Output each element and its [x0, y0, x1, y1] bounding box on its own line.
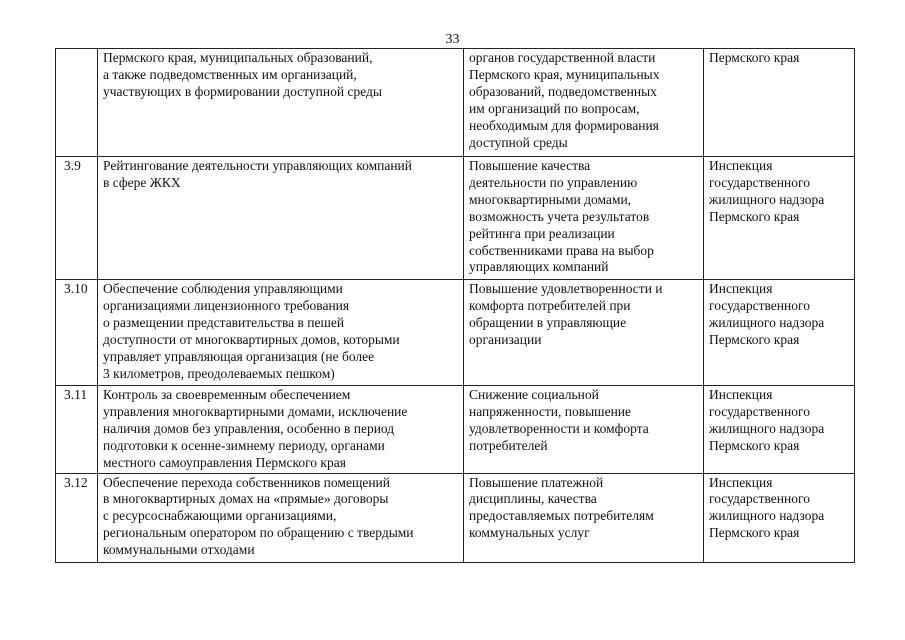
executor-cell-line: Пермского края: [709, 525, 800, 541]
executor-cell-line: государственного: [709, 403, 810, 419]
executor-cell-line: Пермского края: [709, 437, 800, 453]
result-cell-line: Повышение удовлетворенности и: [469, 281, 663, 296]
result-cell-line: доступной среды: [469, 134, 568, 150]
result-cell-line: необходимым для формирования: [469, 117, 659, 133]
row-number: 3.11: [56, 386, 98, 474]
executor-cell-line: Инспекция: [709, 387, 773, 402]
result-cell-line: обращении в управляющие: [469, 314, 627, 330]
result-cell-line: потребителей: [469, 437, 548, 453]
executor-cell: [704, 386, 855, 474]
result-cell: [464, 157, 704, 280]
measure-cell-line: Пермского края, муниципальных образований,: [103, 50, 373, 65]
measure-cell-line: Обеспечение соблюдения управляющими: [103, 281, 343, 296]
result-cell-line: комфорта потребителей при: [469, 297, 631, 313]
measure-cell-line: управления многоквартирными домами, исключение: [103, 403, 408, 419]
executor-cell-line: Инспекция: [709, 474, 773, 490]
measure-cell-line: местного самоуправления Пермского края: [103, 454, 346, 470]
result-cell: [464, 280, 704, 386]
measure-cell-line: управляет управляющая организация (не более: [103, 348, 375, 364]
result-cell-line: им организаций по вопросам,: [469, 100, 640, 116]
measure-cell: [98, 386, 464, 474]
executor-cell-line: Пермского края: [709, 50, 800, 65]
result-cell-line: напряженности, повышение: [469, 403, 632, 419]
measure-cell-line: 3 километров, преодолеваемых пешком): [103, 365, 335, 381]
result-cell-line: организации: [469, 331, 542, 347]
measure-cell-line: с ресурсоснабжающими организациями,: [103, 508, 337, 524]
result-cell-line: деятельности по управлению: [469, 174, 638, 190]
result-cell: [464, 49, 704, 157]
table-row: [56, 49, 855, 157]
result-cell-line: собственниками права на выбор: [469, 242, 654, 258]
measure-cell-line: участвующих в формировании доступной среды: [103, 83, 382, 99]
result-cell-line: образований, подведомственных: [469, 83, 657, 99]
row-number: 3.9: [56, 157, 98, 280]
executor-cell-line: Пермского края: [709, 331, 800, 347]
measure-cell-line: доступности от многоквартирных домов, которыми: [103, 331, 400, 347]
row-number: 3.12: [56, 473, 98, 562]
measure-cell-line: в многоквартирных домах на «прямые» договоры: [103, 491, 389, 507]
result-cell: [464, 473, 704, 562]
measure-cell: [98, 157, 464, 280]
result-cell-line: Повышение качества: [469, 158, 591, 173]
table-row: [56, 386, 855, 474]
row-number: 3.10: [56, 280, 98, 386]
result-cell-line: возможность учета результатов: [469, 208, 650, 224]
executor-cell-line: государственного: [709, 491, 810, 507]
measures-table: [55, 48, 855, 563]
measure-cell-line: о размещении представительства в пешей: [103, 314, 345, 330]
measure-cell-line: а также подведомственных им организаций,: [103, 66, 357, 82]
executor-cell: [704, 49, 855, 157]
executor-cell: [704, 157, 855, 280]
executor-cell-line: государственного: [709, 297, 810, 313]
result-cell-line: коммунальных услуг: [469, 525, 590, 541]
result-cell-line: рейтинга при реализации: [469, 225, 615, 241]
result-cell-line: дисциплины, качества: [469, 491, 597, 507]
table-row: [56, 157, 855, 280]
page-number: 33: [445, 32, 460, 47]
executor-cell-line: Инспекция: [709, 281, 773, 296]
measure-cell-line: Обеспечение перехода собственников помещений: [103, 474, 391, 490]
executor-cell: [704, 280, 855, 386]
result-cell-line: удовлетворенности и комфорта: [469, 420, 649, 436]
result-cell-line: Снижение социальной: [469, 387, 599, 402]
measure-cell-line: региональным оператором по обращению с твердыми: [103, 525, 414, 541]
executor-cell: [704, 473, 855, 562]
result-cell-line: Пермского края, муниципальных: [469, 66, 660, 82]
measure-cell-line: коммунальными отходами: [103, 542, 255, 558]
executor-cell-line: жилищного надзора: [709, 191, 825, 207]
measure-cell-line: подготовки к осенне-зимнему периоду, органами: [103, 437, 385, 453]
executor-cell-line: жилищного надзора: [709, 420, 825, 436]
executor-cell-line: Инспекция: [709, 158, 773, 173]
measure-cell-line: наличия домов без управления, особенно в период: [103, 420, 395, 436]
measure-cell: [98, 280, 464, 386]
measure-cell-line: Рейтингование деятельности управляющих компаний: [103, 158, 412, 173]
result-cell-line: Повышение платежной: [469, 474, 604, 490]
result-cell: [464, 386, 704, 474]
result-cell-line: органов государственной власти: [469, 50, 656, 65]
measure-cell-line: Контроль за своевременным обеспечением: [103, 387, 351, 402]
measure-cell-line: организациями лицензионного требования: [103, 297, 350, 313]
measure-cell-line: в сфере ЖКХ: [103, 174, 181, 190]
executor-cell-line: государственного: [709, 174, 810, 190]
result-cell-line: управляющих компаний: [469, 259, 609, 275]
table-row: [56, 473, 855, 562]
executor-cell-line: жилищного надзора: [709, 314, 825, 330]
table-row: [56, 280, 855, 386]
result-cell-line: многоквартирными домами,: [469, 191, 632, 207]
measure-cell: [98, 473, 464, 562]
result-cell-line: предоставляемых потребителям: [469, 508, 654, 524]
executor-cell-line: Пермского края: [709, 208, 800, 224]
measure-cell: [98, 49, 464, 157]
executor-cell-line: жилищного надзора: [709, 508, 825, 524]
row-number: [56, 49, 98, 157]
